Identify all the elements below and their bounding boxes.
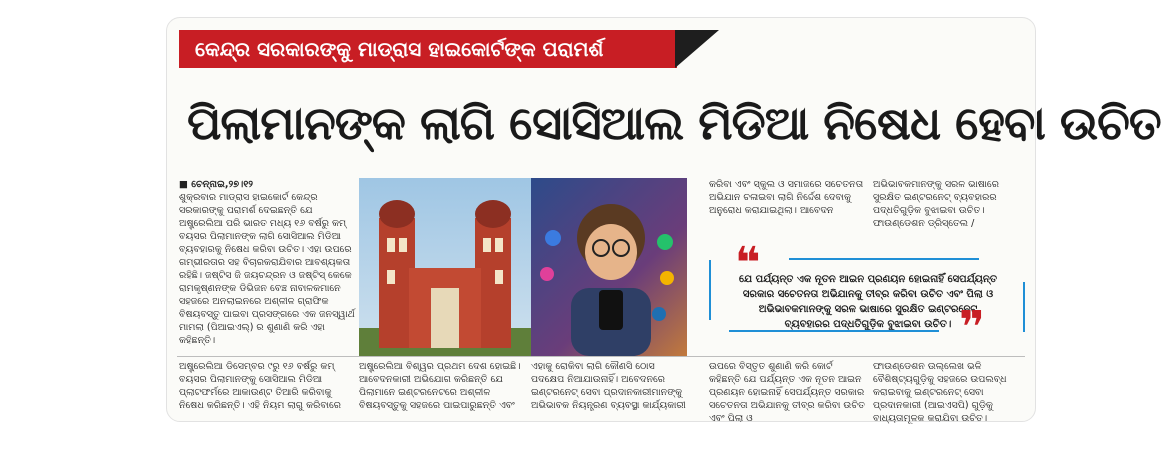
news-clipping [166,17,1161,424]
quote-rule-left [709,260,711,320]
column-3-top: କରିବା ଏବଂ ସ୍କୁଲ ଓ ସମାଜରେ ସଚେତନତା ଅଭିଯାନ ଚଳାଇବା ଲାଗି ନିର୍ଦ୍ଦେଶ ଦେବାକୁ ଅନୁରୋଧ କରାଯାଇଥିଲା। ଆବେଦନ [709,179,864,216]
column-3-bottom: ଉପରେ ବିସ୍ତୃତ ଶୁଣାଣି କରି କୋର୍ଟ କହିଛନ୍ତି ଯେ ପର୍ଯ୍ୟନ୍ତ ଏକ ନୂତନ ଆଇନ ପ୍ରଣୟନ ହୋଇନାହିଁ ସେପର୍ଯ୍ୟନ୍ତ ସରକାର ସଚେତନତା ଅଭିଯାନକୁ ତୀବ୍ର କରିବା ଉଚିତ ଏବଂ ପିଲା ଓ [709,361,865,424]
quote-text: ଯେ ପର୍ଯ୍ୟନ୍ତ ଏକ ନୂତନ ଆଇନ ପ୍ରଣୟନ ହୋଇନାହିଁ ସେପର୍ଯ୍ୟନ୍ତ ସରକାର ସଚେତନତା ଅଭିଯାନକୁ ତୀବ୍ର କରିବା ଉଚିତ ଏବଂ ପିଲା ଓ ଅଭିଭାବକମାନଙ୍କୁ ସରଳ ଭାଷାରେ ସୁରକ୍ଷିତ ଇଣ୍ଟରନେଟ୍ ବ୍ୟବହାରର ପଦ୍ଧତିଗୁଡ଼ିକ ବୁଝାଇବା ଉଚିତ। [739,274,997,330]
column-1-text: ଶୁକ୍ରବାର ମାଡ୍ରାସ ହାଇକୋର୍ଟ କେନ୍ଦ୍ର ସରକାରଙ୍କୁ ପରାମର୍ଶ ଦେଇଛନ୍ତି ଯେ ଅଷ୍ଟ୍ରେଲିଆ ପରି ଭାରତ ମଧ୍ୟ ୧୬ ବର୍ଷରୁ କମ୍ ବୟସର ପିଲାମାନଙ୍କ ଲାଗି ସୋସିଆଲ ମିଡିଆ ବ୍ୟବହାରକୁ ନିଷେଧ କରିବା ଉଚିତ। ଏହା ଉପରେ ଗମ୍ଭୀରତାର ସହ ବିଚାରକରାଯିବାର ଆବଶ୍ୟକତା ରହିଛି। ଜଷ୍ଟିସ ଜି ଜୟଚନ୍ଦ୍ରନ ଓ ଜଷ୍ଟିସ୍ କେକେ ରାମକୃଷ୍ଣନଙ୍କ ଡିଭିଜନ ବେଞ୍ଚ ନାବାଳକମାନେ ସହଜରେ ଅନଲାଇନରେ ଅଶ୍ଳୀଳ ଗ୍ରାଫିକ ବିଷୟବସ୍ତୁ ପାଇବା ପ୍ରସଙ୍ଗରେ ଏକ ଜନସ୍ୱାର୍ଥ ମାମଲା (ପିଆଇଏଲ୍) ର ଶୁଣାଣି କରି ଏହା କହିଛନ୍ତି। [179,192,355,346]
column-4-bottom: ଫାଉଣ୍ଡେଶନ ଉଲ୍ଲେଖ ଭଳି ବୈଶିଷ୍ଟ୍ୟଗୁଡ଼ିକୁ ସହଜରେ ଉପଲବ୍ଧ କରାଇବାକୁ ଇଣ୍ଟରନେଟ୍ ସେବା ପ୍ରଦାନକାରୀ (ଆଇଏସପି) ଗୁଡ଼ିକୁ ବାଧ୍ୟତାମୂଳକ କରାଯିବା ଉଚିତ। [873,361,1007,424]
child-with-phone-photo [531,178,687,356]
court-building-photo [359,178,531,356]
caption-left: ଅଷ୍ଟ୍ରେଲିଆ ବିଶ୍ୱର ପ୍ରଥମ ଦେଶ ହୋଇଛି। ଆବେଦନକାରୀ ଅଭିଯୋଗ କରିଛନ୍ତି ଯେ ପିଲାମାନେ ଇଣ୍ଟରନେଟରେ ଅଶ୍ଳୀଳ ବିଷୟବସ୍ତୁକୁ ସହଜରେ ପାଇପାରୁଛନ୍ତି ଏବଂ [359,361,521,411]
quote-rule-right [1023,282,1025,332]
quote-rule-top [789,258,979,260]
child-phone-illustration [531,178,687,356]
court-building-illustration [359,178,531,356]
caption-right: ଏହାକୁ ରୋକିବା ଲାଗି କୌଣସି ଠୋସ ପଦକ୍ଷେପ ନିଆଯାଉନାହିଁ। ଅବେଦନରେ ଇଣ୍ଟରନେଟ୍ ସେବା ପ୍ରଦାନକାରୀମାନଙ୍କୁ ଅଭିଭାବକ ନିୟନ୍ତ୍ରଣ ବ୍ୟବସ୍ଥା କାର୍ଯ୍ୟକାରୀ [531,361,686,411]
headline: ପିଲାମାନଙ୍କ ଲାଗି ସୋସିଆଲ ମିଡିଆ ନିଷେଧ ହେବା ଉଚିତ [187,96,1161,150]
kicker-text: କେନ୍ଦ୍ର ସରକାରଙ୍କୁ ମାଡ୍ରାସ ହାଇକୋର୍ଟଙ୍କ ପରାମର୍ଶ [179,30,677,68]
open-quote-icon: ❝ [735,238,761,289]
section-divider [177,356,1025,357]
dateline: ■ ଚେନ୍ନାଇ,୨୭।୧୨ [179,179,253,190]
close-quote-icon: ❞ [959,302,985,353]
kicker-banner [179,30,719,68]
kicker-triangle [675,30,719,68]
pull-quote [709,238,1027,353]
column-1-top [179,178,355,354]
quote-rule-bottom [729,330,939,332]
column-4-top: ଅଭିଭାବକମାନଙ୍କୁ ସରଳ ଭାଷାରେ ସୁରକ୍ଷିତ ଇଣ୍ଟରନେଟ୍ ବ୍ୟବହାରର ପଦ୍ଧତିଗୁଡ଼ିକ ବୁଝାଇବା ଉଚିତ। ଫାଉଣ୍ଡେଶନ ଡ୍ରିସ୍ତେଲ / [873,179,999,229]
column-1-bottom: ଅଷ୍ଟ୍ରେଲିଆ ଡିସେମ୍ବର ୯ରୁ ୧୬ ବର୍ଷରୁ କମ୍ ବୟସର ପିଲାମାନଙ୍କୁ ସୋସିଆଲ ମିଡିଆ ପ୍ଲାଟଫର୍ମରେ ଆକାଉଣ୍ଟ ତିଆରି କରିବାକୁ ନିଷେଧ କରିଛନ୍ତି। ଏହି ନିୟମ ଲାଗୁ କରିବାରେ [179,361,341,411]
